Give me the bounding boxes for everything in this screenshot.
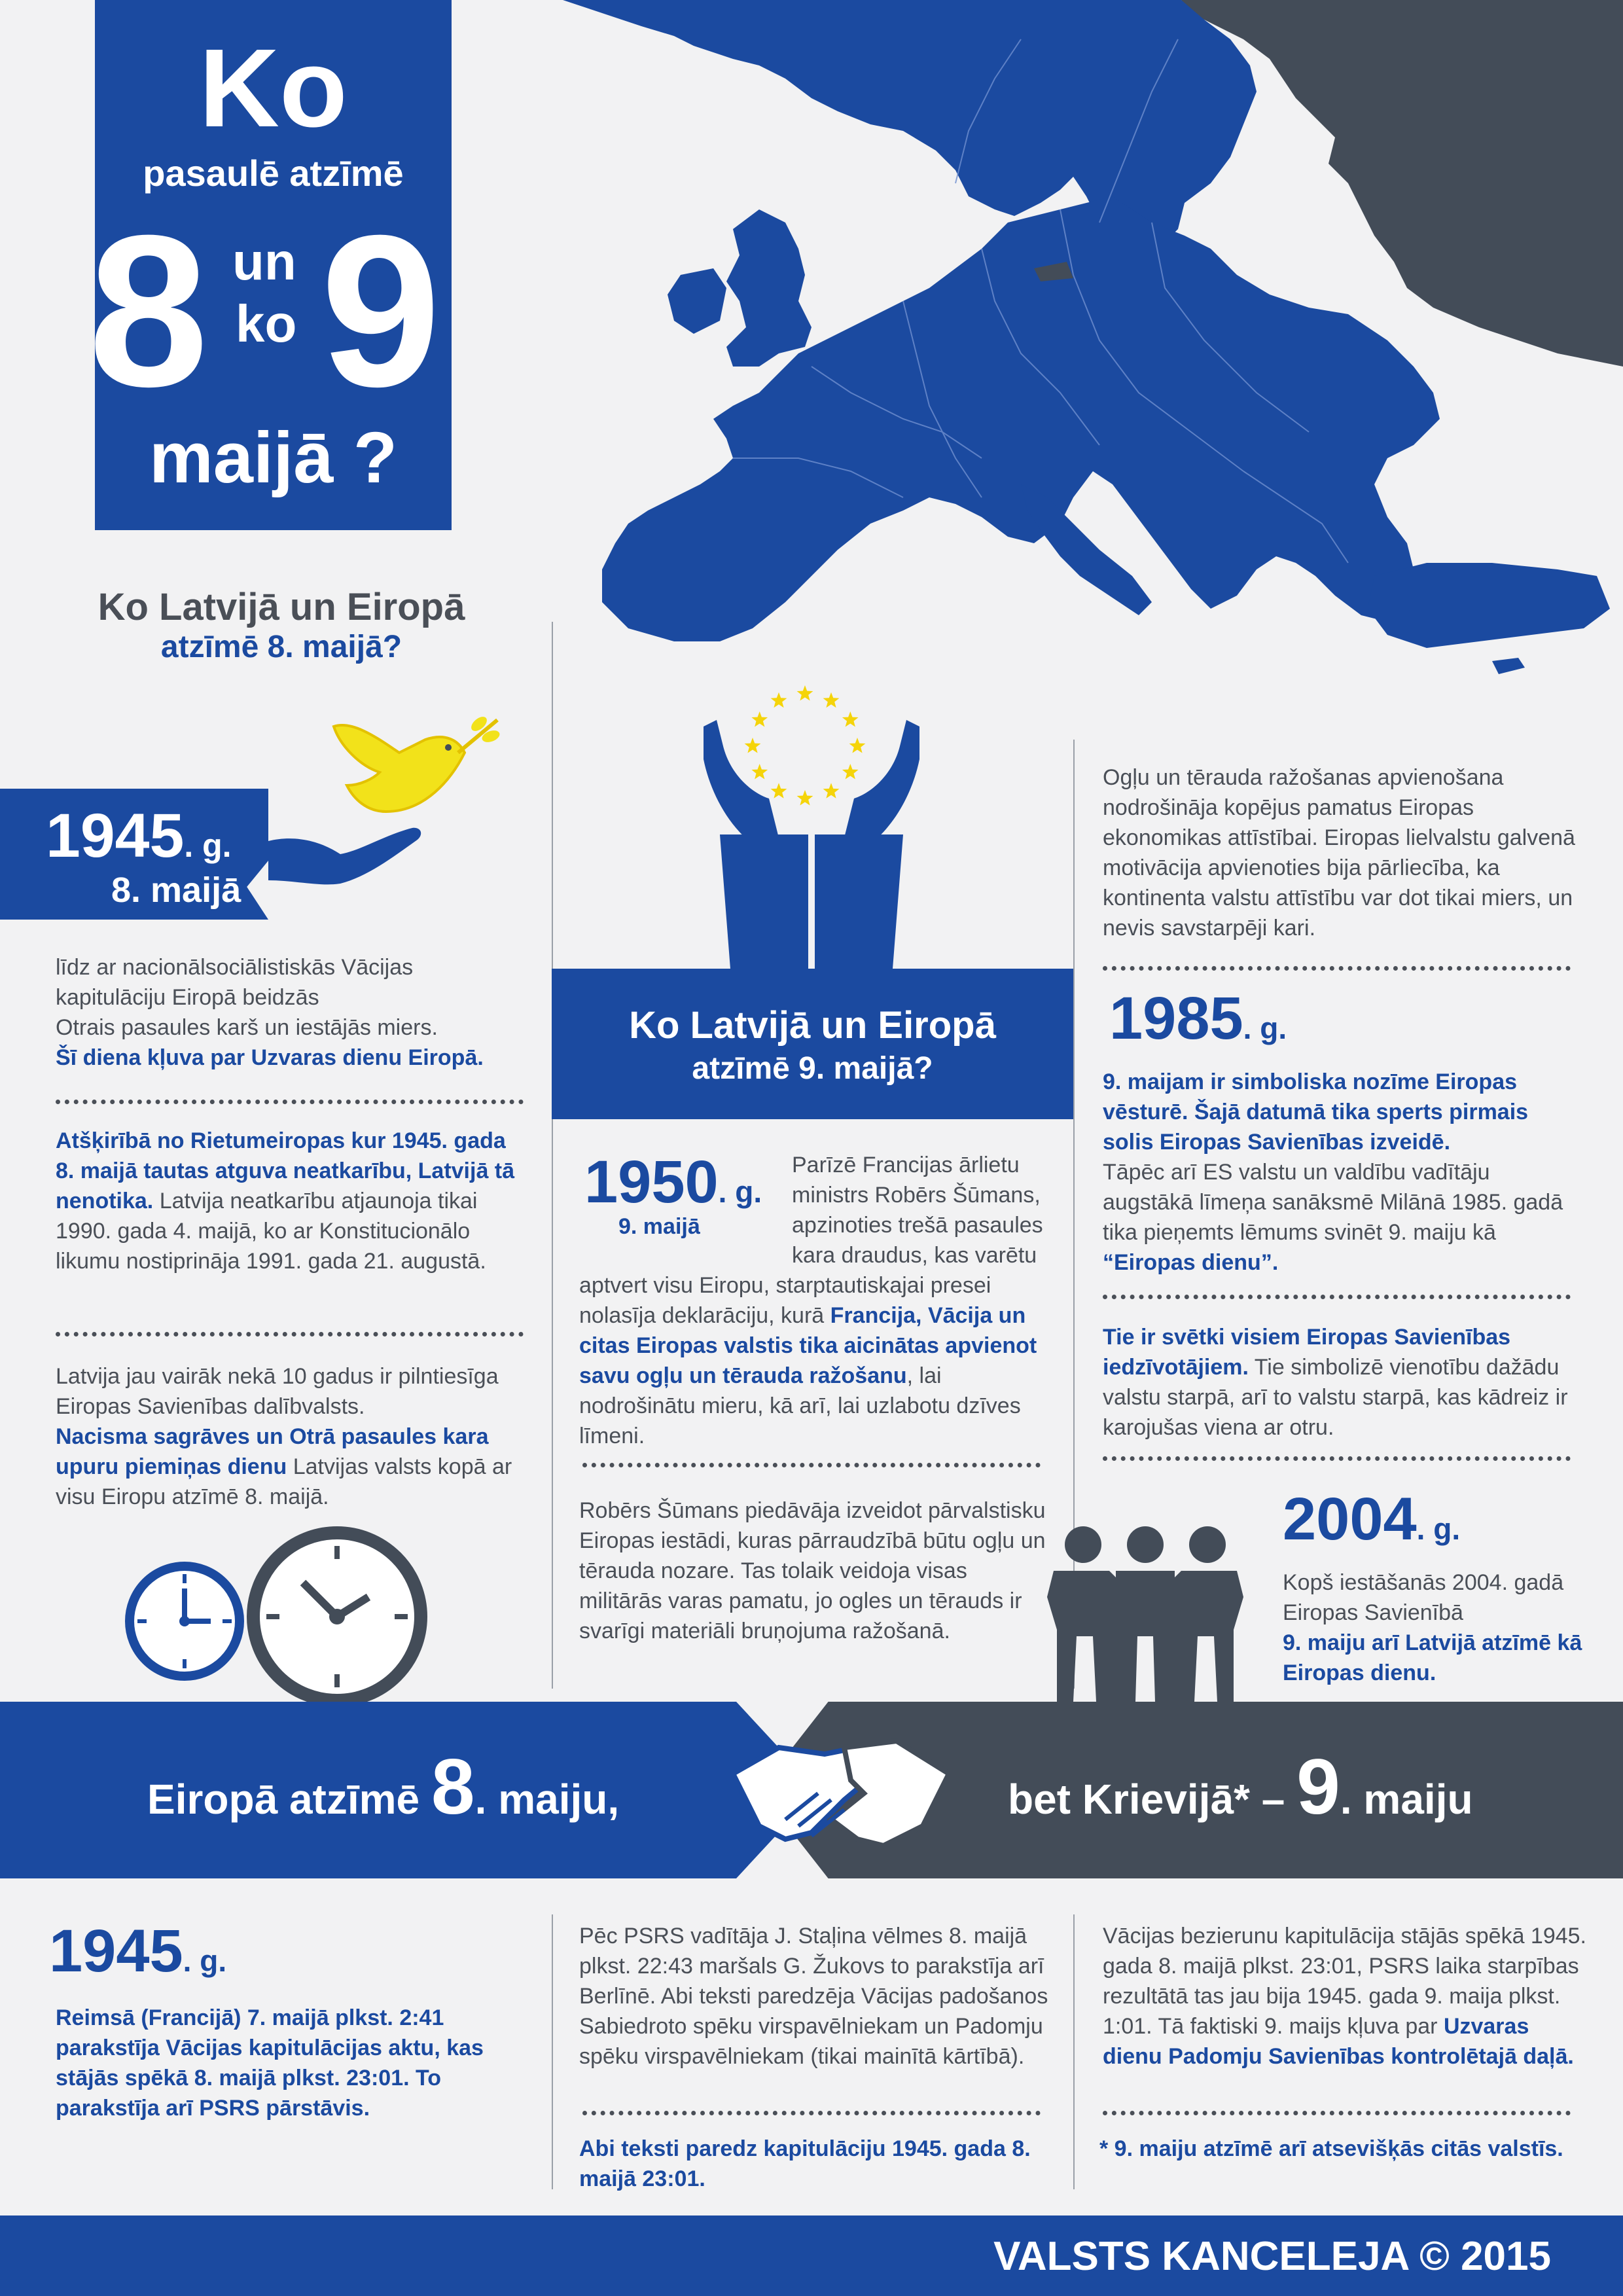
banner-right-text — [1008, 1728, 1473, 1858]
divider — [56, 1332, 524, 1336]
ireland-region — [668, 268, 726, 334]
middle-heading-line1: Ko Latvijā un Eiropā — [629, 1004, 996, 1047]
left-p3-normal2: Latvijas valsts kopā ar visu Eiropu atzīmē 8. maijā. — [56, 1454, 512, 1509]
left-heading-line2a: atzīmē — [160, 630, 268, 664]
cyprus-region — [1492, 658, 1525, 674]
year-1945-bottom-number: 1945 — [49, 1918, 183, 1984]
left-paragraph-2 — [56, 1126, 527, 1276]
banner-right-b: . maiju — [1340, 1776, 1473, 1823]
year-1945-number: 1945 — [46, 801, 185, 870]
title-box — [88, 0, 452, 530]
footnote: * 9. maiju atzīmē arī atsevišķās citās valstīs. — [1099, 2136, 1563, 2161]
left-heading-line1: Ko Latvijā un Eiropā — [98, 586, 465, 628]
bottom-col3-bold: Uzvaras dienu Padomju Savienības kontrolētajā daļā. — [1103, 2014, 1574, 2069]
divider — [582, 1463, 1041, 1467]
title-nine: 9 — [321, 190, 441, 431]
year-1985 — [1109, 985, 1287, 1058]
column-separator — [552, 1113, 553, 1689]
bottom-col3-normal: Vācijas bezierunu kapitulācija stājās spēkā 1945. gada 8. maijā plkst. 23:01, PSRS laika starpības rezultātā tas jau bija 1945. gada 9. maija plkst. 1:01. Tā faktiski 9. maijs kļuva par — [1103, 1924, 1587, 2039]
title-ko2: ko — [236, 295, 297, 353]
year-1945-suffix: . g. — [184, 827, 232, 864]
left-p1-bold: Šī diena kļuva par Uzvaras dienu Eiropā. — [56, 1045, 484, 1070]
date-9-maija: 9. maijā — [618, 1214, 700, 1239]
bottom-col2-bold: Abi teksti paredz kapitulāciju 1945. gada 8. maijā 23:01. — [579, 2136, 1031, 2191]
right-p1-normal: Tāpēc arī ES valstu un valdību vadītāju augstākā līmeņa sanāksmē Milānā 1985. gadā tika pieņemts lēmums svinēt 9. maiju kā — [1103, 1160, 1563, 1245]
year-2004 — [1283, 1486, 1461, 1559]
uk-region — [726, 209, 812, 367]
right-paragraph-2 — [1103, 1322, 1580, 1443]
title-ko: Ko — [199, 26, 348, 151]
left-p3-normal1: Latvija jau vairāk nekā 10 gadus ir pilntiesīga Eiropas Savienības dalībvalsts. — [56, 1364, 499, 1419]
footer-text: VALSTS KANCELEJA © 2015 — [993, 2234, 1551, 2279]
turkey-region — [1368, 563, 1610, 648]
clock-icon-large — [245, 1525, 429, 1708]
right-p2-normal: Tie simbolizē vienotību dažādu valstu starpā, arī to valstu starpā, kas kādreiz ir karojušas viena ar otru. — [1103, 1355, 1568, 1440]
year-1945-bottom — [49, 1918, 227, 1991]
year-1950-number: 1950 — [584, 1149, 719, 1215]
middle-paragraph-1 — [579, 1150, 1050, 1451]
year-1985-number: 1985 — [1109, 985, 1243, 1052]
left-paragraph-1 — [56, 952, 527, 1073]
banner-right-a: bet Krievijā* – — [1008, 1776, 1297, 1823]
hand-icon — [268, 821, 425, 893]
middle-paragraph-2: Robērs Šūmans piedāvāja izveidot pārvalstisku Eiropas iestādi, kuras pārraudzībā būtu ogļu un tērauda nozare. Tas tolaik veidoja visas militārās varas pamatu, jo ogles un tērauds ir svarīgi materiāli bruņojuma ražošanā. — [579, 1498, 1046, 1643]
year-1945 — [46, 801, 232, 877]
left-p1-normal2: Otrais pasaules karš un iestājās miers. — [56, 1015, 438, 1040]
divider — [582, 2111, 1041, 2115]
divider — [1103, 1295, 1571, 1299]
divider — [1103, 966, 1571, 971]
right-paragraph-3 — [1283, 1568, 1590, 1688]
right-p3-normal: Kopš iestāšanās 2004. gadā Eiropas Savienībā — [1283, 1570, 1564, 1625]
date-8-maija: 8. maijā — [111, 870, 241, 910]
left-heading — [52, 586, 510, 666]
middle-p1-normal1: Parīzē Francijas ārlietu ministrs Robērs Šūmans, apzinoties trešā pasaules kara draudus, kas varētu aptvert visu Eiropu, starptautiskajai presei nolasīja deklarāciju, kurā — [579, 1153, 1043, 1328]
eu-star — [823, 692, 840, 708]
eu-star — [771, 692, 787, 708]
divider — [56, 1100, 524, 1104]
divider — [1103, 1456, 1571, 1461]
people-icon — [1047, 1518, 1243, 1702]
left-p2-normal: Latvija neatkarību atjaunoja tikai 1990. gada 4. maijā, ko ar Konstitucionālo likumu nostiprināja 1991. gada 21. augustā. — [56, 1189, 486, 1274]
banner-left-b: . maiju, — [474, 1776, 620, 1823]
left-p3-bold: Nacisma sagrāves un Otrā pasaules kara upuru piemiņas dienu — [56, 1424, 489, 1479]
middle-p1-normal2: , lai nodrošinātu mieru, kā arī, lai uzlabotu dzīves līmeni. — [579, 1363, 1021, 1448]
year-2004-number: 2004 — [1283, 1486, 1417, 1552]
footer-bar — [0, 2215, 1623, 2296]
bottom-col3 — [1103, 1921, 1587, 2072]
year-1985-suffix: . g. — [1243, 1011, 1287, 1045]
handshake-icon — [733, 1728, 949, 1859]
title-maija: maijā ? — [149, 418, 398, 498]
right-p2-bold: Tie ir svētki visiem Eiropas Savienības iedzīvotājiem. — [1103, 1325, 1511, 1380]
left-heading-line2b: 8. maijā? — [267, 630, 402, 664]
europe-map — [563, 0, 1623, 681]
continent-region — [602, 196, 1440, 641]
year-1950-suffix: . g. — [718, 1175, 762, 1209]
title-pasaule: pasaulē atzīmē — [143, 152, 404, 194]
column-separator — [552, 622, 553, 1028]
bottom-col1: Reimsā (Francijā) 7. maijā plkst. 2:41 parakstīja Vācijas kapitulācijas aktu, kas stājās spēkā 8. maijā plkst. 23:01. To parakstīja arī PSRS pārstāvis. — [56, 2005, 484, 2121]
hands-icon — [704, 720, 919, 851]
eu-star — [797, 685, 813, 701]
banner-left-num: 8 — [431, 1743, 475, 1831]
middle-p1-bold: Francija, Vācija un citas Eiropas valstis tika aicinātas apvienot savu ogļu un tērauda ražošanu — [579, 1303, 1037, 1388]
banner-left-text — [147, 1728, 619, 1858]
right-p1-bold: 9. maijam ir simboliska nozīme Eiropas vēsturē. Šajā datumā tika sperts pirmais solis Eiropas Savienības izveidē. — [1103, 1069, 1529, 1155]
left-p1-normal1: līdz ar nacionālsociālistiskās Vācijas kapitulāciju Eiropā beidzās — [56, 955, 414, 1010]
column-separator — [552, 1914, 553, 2189]
clock-icon-small — [124, 1561, 245, 1682]
left-paragraph-3 — [56, 1361, 527, 1512]
year-2004-suffix: . g. — [1416, 1512, 1461, 1546]
middle-heading-box — [552, 969, 1073, 1119]
title-un: un — [232, 232, 296, 291]
banner-right-num: 9 — [1296, 1743, 1340, 1831]
right-paragraph-0: Ogļu un tērauda ražošanas apvienošana nodrošināja kopējus pamatus Eiropas ekonomikas attīstībai. Eiropas lielvalstu galvenā motivācija apvienoties bija pārliecība, ka kontinenta valstu attīstību var dot tikai miers, un nevis savstarpēji kari. — [1103, 765, 1575, 941]
europe-map-svg — [563, 0, 1623, 681]
title-eight: 8 — [88, 190, 209, 431]
right-p1-bold2: “Eiropas dienu”. — [1103, 1250, 1279, 1275]
divider — [1103, 2111, 1571, 2115]
right-paragraph-1 — [1103, 1067, 1580, 1278]
dove-icon — [327, 700, 504, 831]
right-p3-bold: 9. maiju arī Latvijā atzīmē kā Eiropas dienu. — [1283, 1630, 1582, 1685]
bottom-col2: Pēc PSRS vadītāja J. Staļina vēlmes 8. maijā plkst. 22:43 maršals G. Žukovs to parakstīja arī Berlīnē. Abi teksti paredzēja Vācijas padošanos Sabiedroto spēku virspavēlniekam un Padomju spēku virspavēlniekam (tikai mainītā kārtībā). — [579, 1924, 1048, 2069]
banner-left-a: Eiropā atzīmē — [147, 1776, 431, 1823]
middle-heading-line2: atzīmē 9. maijā? — [692, 1051, 933, 1086]
year-1945-bottom-suffix: . g. — [183, 1944, 227, 1978]
column-separator — [1073, 1914, 1075, 2189]
left-p2-bold: Atšķirībā no Rietumeiropas kur 1945. gada 8. maijā tautas atguva neatkarību, Latvijā tā nenotika. — [56, 1128, 515, 1213]
